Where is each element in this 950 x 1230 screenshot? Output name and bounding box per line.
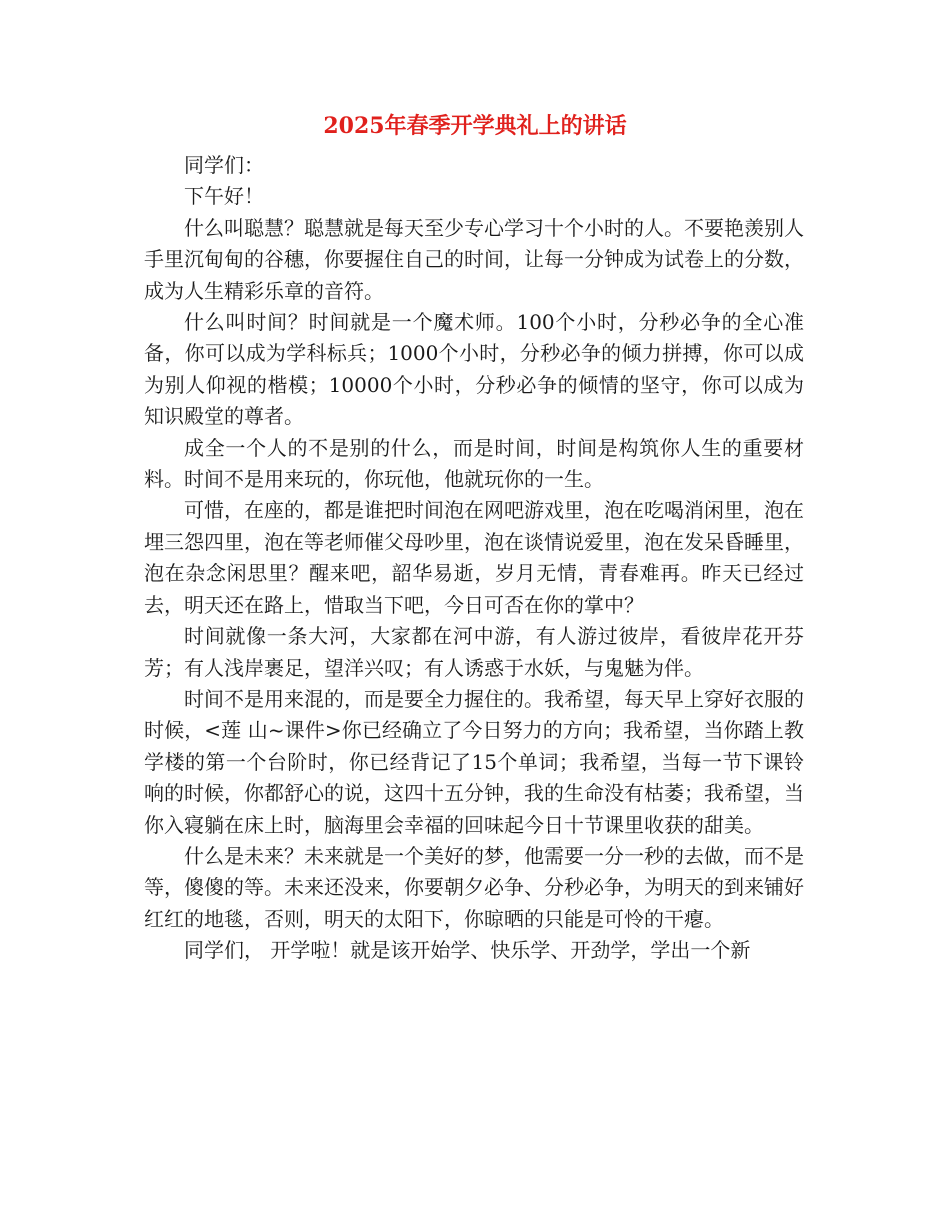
salutation: 同学们： <box>184 153 264 177</box>
page-title: 2025年春季开学典礼上的讲话 <box>323 113 627 139</box>
paragraph: 成全一个人的不是别的什么，而是时间，时间是构筑你人生的重要材料。时间不是用来玩的，你玩他，他就玩你的一生。 <box>144 435 804 492</box>
paragraph: 时间不是用来混的，而是要全力握住的。我希望，每天早上穿好衣服的时候，<莲 山~课件>你已经确立了今日努力的方向；我希望，当你踏上教学楼的第一个台阶时，你已经背记了15个单词；我希望，当每一节下课铃响的时候，你都舒心的说，这四十五分钟，我的生命没有枯萎；我希望，当你入寝躺在床上时，脑海里会幸福的回味起今日十节课里收获的甜美。 <box>144 686 804 837</box>
paragraph: 什么叫时间？时间就是一个魔术师。100个小时，分秒必争的全心准备，你可以成为学科标兵；1000个小时，分秒必争的倾力拼搏，你可以成为别人仰视的楷模；10000个小时，分秒必争的倾情的坚守，你可以成为知识殿堂的尊者。 <box>144 310 804 429</box>
paragraph: 什么叫聪慧？聪慧就是每天至少专心学习十个小时的人。不要艳羡别人手里沉甸甸的谷穗，你要握住自己的时间，让每一分钟成为试卷上的分数，成为人生精彩乐章的音符。 <box>144 215 804 303</box>
paragraph: 可惜，在座的，都是谁把时间泡在网吧游戏里，泡在吃喝消闲里，泡在埋三怨四里，泡在等老师催父母吵里，泡在谈情说爱里，泡在发呆昏睡里，泡在杂念闲思里？醒来吧，韶华易逝，岁月无情，青春难再。昨天已经过去，明天还在路上，惜取当下吧，今日可否在你的掌中？ <box>144 498 804 617</box>
paragraph: 同学们， 开学啦！就是该开始学、快乐学、开劲学，学出一个新 <box>184 938 751 963</box>
greeting: 下午好！ <box>184 184 264 209</box>
document-body <box>144 150 804 967</box>
paragraph: 什么是未来？未来就是一个美好的梦，他需要一分一秒的去做，而不是等，傻傻的等。未来还没来，你要朝夕必争、分秒必争，为明天的到来铺好红红的地毯，否则，明天的太阳下，你晾晒的只能是可怜的干瘪。 <box>144 843 804 931</box>
paragraph: 时间就像一条大河，大家都在河中游，有人游过彼岸，看彼岸花开芬芳；有人浅岸裹足，望洋兴叹；有人诱惑于水妖，与鬼魅为伴。 <box>144 624 804 680</box>
